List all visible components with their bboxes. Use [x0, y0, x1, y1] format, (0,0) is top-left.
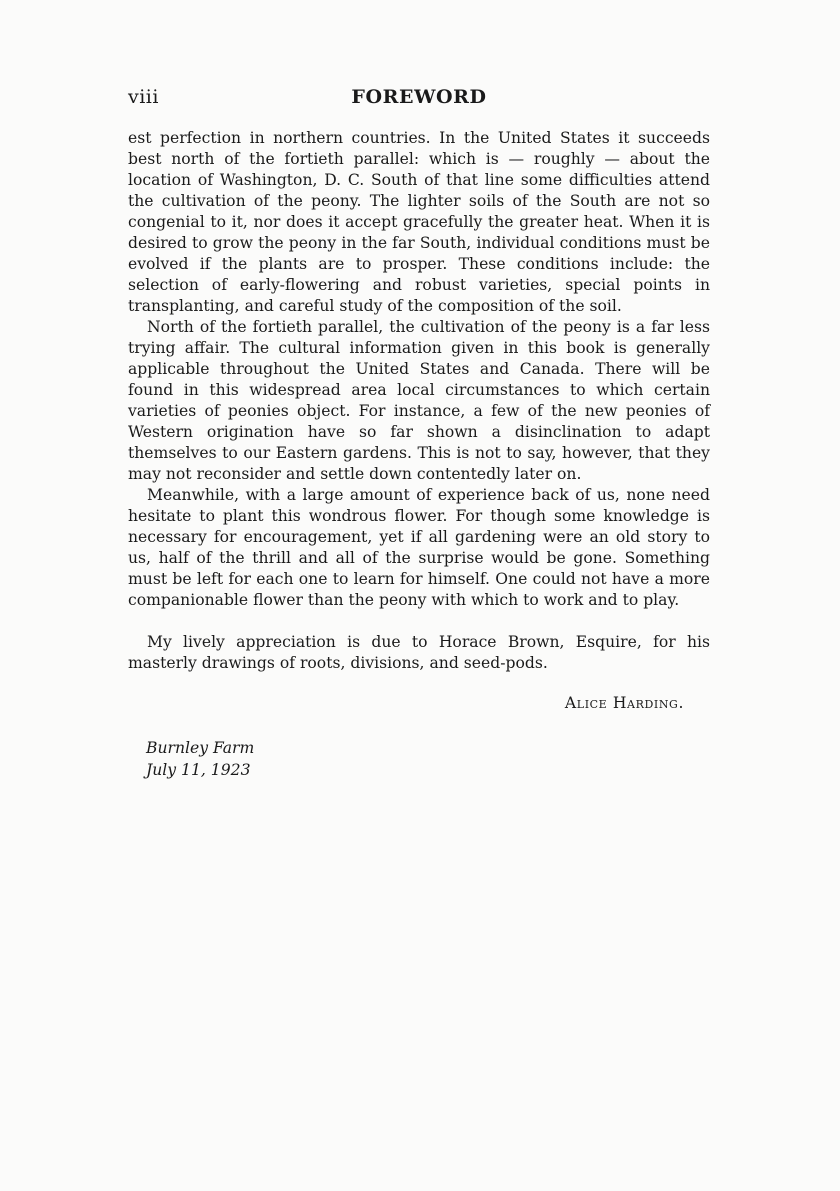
- dateline: [146, 737, 254, 781]
- paragraph-continuation: est perfection in northern countries. In the United States it succeeds best north of the fortieth parallel: which is — roughly — about the location of Washington, D. C. South of that line some difficulties attend the cultivation of the peony. The lighter soils of the South are not so congenial to it, nor does it accept gracefully the greater heat. When it is desired to grow the peony in the far South, individual conditions must be evolved if the plants are to prosper. These conditions include: the selection of early-flowering and robust varieties, special points in transplanting, and careful study of the composition of the soil.: [128, 129, 710, 315]
- dateline-place: Burnley Farm: [146, 739, 255, 757]
- foreword-body: [128, 128, 710, 674]
- paragraph-meanwhile: Meanwhile, with a large amount of experience back of us, none need hesitate to plant this wondrous flower. For though some knowledge is necessary for encouragement, yet if all gardening were an old story to us, half of the thrill and all of the surprise would be gone. Something must be left for each one to learn for himself. One could not have a more companionable flower than the peony with which to work and to play.: [128, 486, 710, 609]
- page-header: [128, 86, 710, 114]
- dateline-date: July 11, 1923: [146, 761, 251, 779]
- paragraph-acknowledgement: My lively appreciation is due to Horace Brown, Esquire, for his masterly drawings of roots, divisions, and seed-pods.: [128, 633, 710, 672]
- page-number: viii: [128, 86, 159, 108]
- running-title: FOREWORD: [351, 86, 487, 108]
- paragraph-north: North of the fortieth parallel, the cultivation of the peony is a far less trying affair. The cultural information given in this book is generally applicable throughout the United States and Canada. There will be found in this widespread area local circumstances to which certain varieties of peonies object. For instance, a few of the new peonies of Western origination have so far shown a disinclination to adapt themselves to our Eastern gardens. This is not to say, however, that they may not reconsider and settle down contentedly later on.: [128, 318, 710, 483]
- author-signature: Alice Harding.: [564, 694, 684, 712]
